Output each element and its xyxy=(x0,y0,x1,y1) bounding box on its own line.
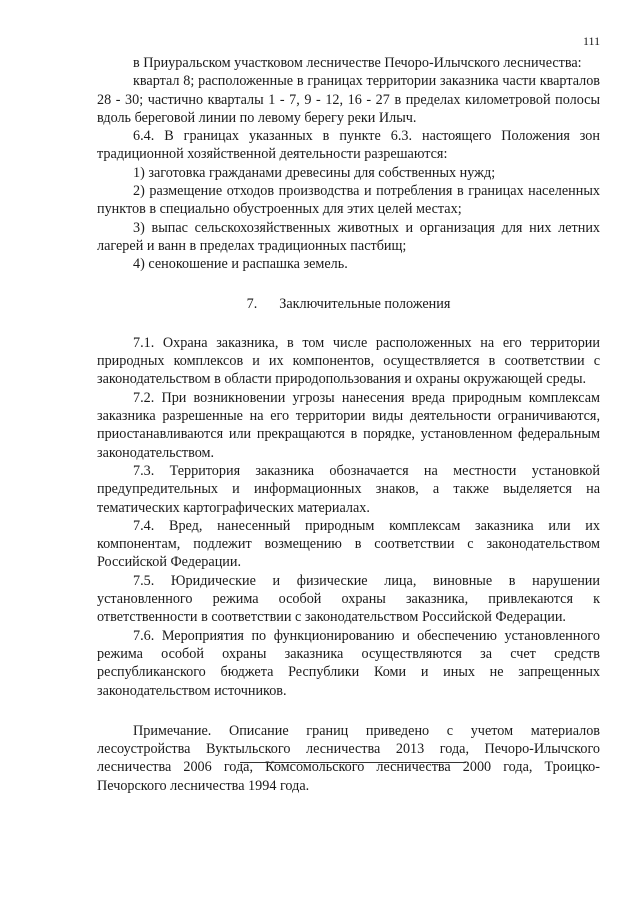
paragraph: квартал 8; расположенные в границах территории заказника части кварталов 28 - 30; частично кварталы 1 - 7, 9 - 12, 16 - 27 в пределах километровой полосы вдоль береговой линии по левому берегу реки Илыч. xyxy=(97,73,600,126)
note-paragraph: Примечание. Описание границ приведено с учетом материалов лесоустройства Вуктыльского лесничества 2013 года, Печоро-Илычского лесничества 2006 года, Комсомольского лесничества 2000 года, Троицко-Печорского лесничества 1994 года. xyxy=(97,722,600,794)
paragraph: 7.3. Территория заказника обозначается на местности установкой предупредительных и информационных знаков, а также выделяется на тематических картографических материалах. xyxy=(97,462,600,516)
section-title: Заключительные положения xyxy=(279,295,451,312)
paragraph: 7.6. Мероприятия по функционированию и обеспечению установленного режима особой охраны заказника осуществляются за счет средств республиканского бюджета Республики Коми и иных не запрещенных законодательством источников. xyxy=(97,627,600,699)
paragraph: 7.1. Охрана заказника, в том числе расположенных на его территории природных комплексов и их компонентов, осуществляется в соответствии с законодательством в области природопользования и охраны окружающей среды. xyxy=(97,334,600,388)
list-item: 2) размещение отходов производства и потребления в границах населенных пунктов в специально обустроенных для этих целей местах; xyxy=(97,183,600,218)
paragraph: 7.5. Юридические и физические лица, виновные в нарушении установленного режима особой охраны заказника, привлекаются к ответственности в соответствии с законодательством Российской Федерации. xyxy=(97,572,600,626)
section-number: 7. xyxy=(246,295,258,312)
page-number: 111 xyxy=(583,34,601,48)
section-heading xyxy=(97,295,600,313)
closing-rule xyxy=(240,762,466,763)
paragraph: в Приуральском участковом лесничестве Печоро-Илычского лесничества: xyxy=(133,55,582,71)
paragraph: 7.4. Вред, нанесенный природным комплексам заказника или их компонентам, подлежит возмещению в соответствии с законодательством Российской Федерации. xyxy=(97,517,600,571)
paragraph: 7.2. При возникновении угрозы нанесения вреда природным комплексам заказника разрешенные на его территории виды деятельности ограничиваются, приостанавливаются или прекращаются в порядке, установленном федеральным законодательством. xyxy=(97,389,600,461)
document-body xyxy=(97,54,600,795)
list-item: 1) заготовка гражданами древесины для собственных нужд; xyxy=(133,164,496,181)
paragraph: 6.4. В границах указанных в пункте 6.3. настоящего Положения зон традиционной хозяйственной деятельности разрешаются: xyxy=(97,128,600,163)
list-item: 4) сенокошение и распашка земель. xyxy=(133,256,348,273)
spacer xyxy=(97,700,600,722)
list-item: 3) выпас сельскохозяйственных животных и организация для них летних лагерей и ванн в пределах традиционных пастбищ; xyxy=(97,219,600,254)
